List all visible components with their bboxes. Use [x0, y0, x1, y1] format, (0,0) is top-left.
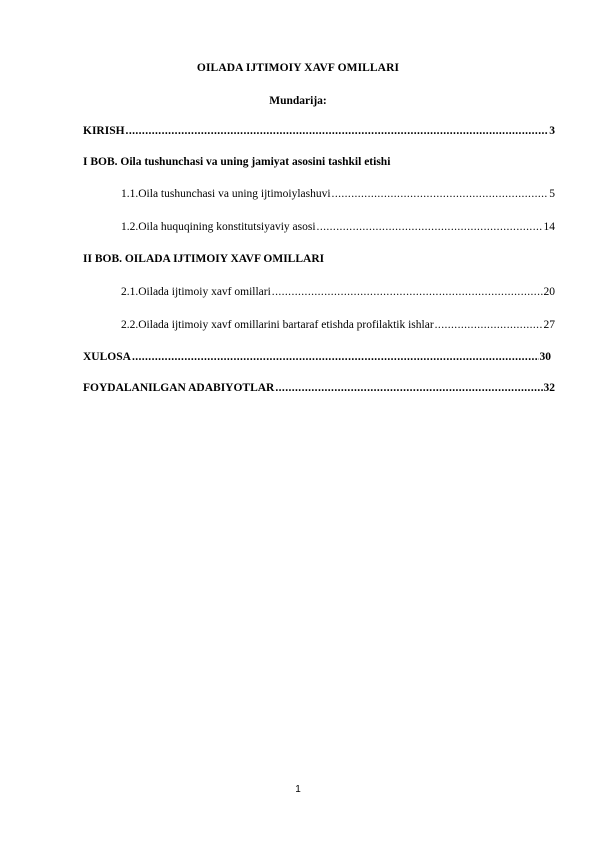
toc-entry-number: 1.2.	[121, 221, 139, 233]
toc-entry-number: 2.1.	[121, 286, 139, 298]
toc-entry-label: Oilada ijtimoiy xavf omillari	[138, 286, 271, 298]
toc-entry-label: Oila huquqining konstitutsiyaviy asosi	[138, 221, 316, 233]
toc-chapter-label: I BOB. Oila tushunchasi va uning jamiyat asosini tashkil etishi	[83, 156, 391, 168]
toc-leader	[435, 318, 543, 332]
toc-chapter-label: II BOB. OILADA IJTIMOIY XAVF OMILLARI	[83, 253, 325, 265]
toc-entry-page: 27	[543, 319, 555, 331]
toc-entry-label: Oila tushunchasi va uning ijtimoiylashuvi	[138, 188, 331, 200]
toc-entry-page: 30	[539, 351, 551, 363]
page-number: 1	[295, 784, 301, 795]
toc-entry-2-2[interactable]	[121, 318, 555, 332]
toc-entry-page: 14	[543, 221, 555, 233]
toc-heading: Mundarija:	[269, 95, 327, 107]
toc-entry-page: 5	[549, 188, 555, 200]
toc-entry-label: FOYDALANILGAN ADABIYOTLAR	[83, 382, 275, 394]
toc-entry-1-1[interactable]	[121, 187, 555, 201]
toc-leader	[132, 350, 539, 364]
toc-leader	[272, 285, 543, 299]
toc-entry-page: 32	[543, 382, 555, 394]
toc-leader	[332, 187, 549, 201]
toc-entry-xulosa[interactable]	[83, 350, 551, 364]
toc-entry-label: XULOSA	[83, 351, 131, 363]
toc-leader	[317, 220, 543, 234]
toc-entry-number: 2.2.	[121, 319, 139, 331]
toc-chapter-1[interactable]	[83, 155, 555, 169]
toc-entry-page: 20	[543, 286, 555, 298]
toc-entry-page: 3	[549, 125, 555, 137]
toc-entry-adabiyotlar[interactable]	[83, 381, 555, 395]
toc-entry-label: KIRISH	[83, 125, 125, 137]
document-title: OILADA IJTIMOIY XAVF OMILLARI	[196, 62, 400, 74]
toc-entry-label: Oilada ijtimoiy xavf omillarini bartaraf etishda profilaktik ishlar	[138, 319, 434, 331]
toc-entry-2-1[interactable]	[121, 285, 555, 299]
toc-entry-number: 1.1.	[121, 188, 139, 200]
toc-entry-kirish[interactable]	[83, 124, 555, 138]
toc-leader	[126, 124, 549, 138]
toc-leader	[275, 381, 542, 395]
toc-entry-1-2[interactable]	[121, 220, 555, 234]
toc-chapter-2[interactable]	[83, 252, 555, 266]
